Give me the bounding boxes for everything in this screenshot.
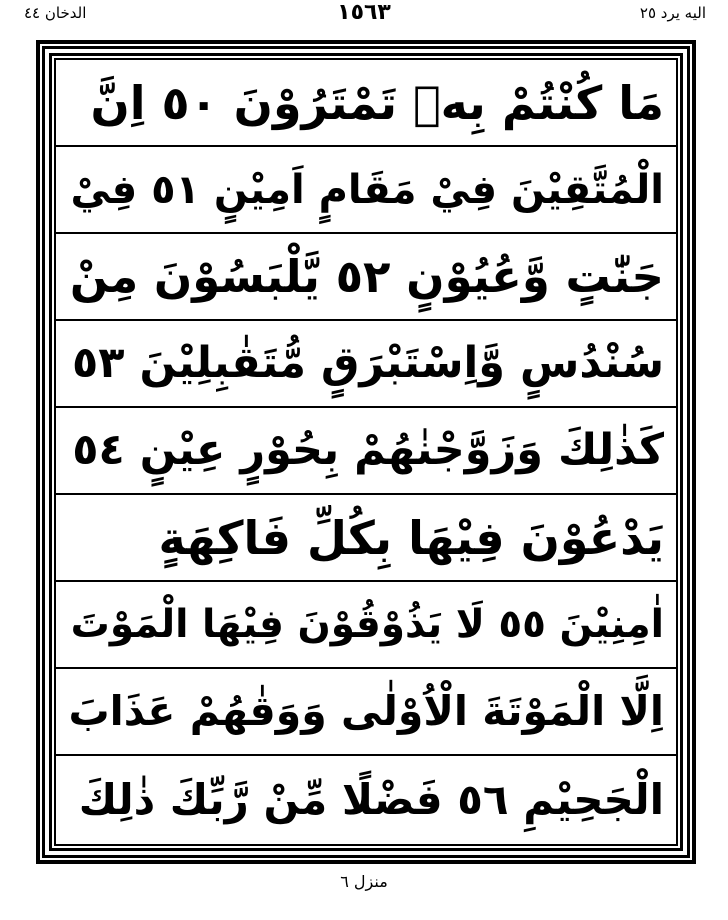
verse-line-text: سُنْدُسٍ وَّاِسْتَبْرَقٍ مُّتَقٰبِلِيْنَ ٥٣ (72, 338, 664, 388)
verse-line-text: الْجَحِيْمِ ٥٦ فَضْلًا مِّنْ رَّبِّكَ ذٰلِكَ (78, 774, 664, 824)
juz-name-header: اليه يرد ٢٥ (639, 4, 706, 22)
surah-name-header: الدخان ٤٤ (24, 4, 87, 22)
verse-line-4 (56, 321, 676, 408)
verse-line-1 (56, 60, 676, 147)
verse-lines (56, 60, 676, 844)
verse-line-text: اِلَّا الْمَوْتَةَ الْاُوْلٰى وَوَقٰهُمْ عَذَابَ (68, 687, 664, 735)
verse-line-9 (56, 756, 676, 843)
verse-line-text: كَذٰلِكَ وَزَوَّجْنٰهُمْ بِحُوْرٍ عِيْنٍ ٥٤ (72, 425, 664, 475)
verse-line-text: الْمُتَّقِيْنَ فِيْ مَقَامٍ اَمِيْنٍ ٥١ فِيْ (70, 166, 664, 213)
verse-line-8 (56, 669, 676, 756)
verse-line-text: يَدْعُوْنَ فِيْهَا بِكُلِّ فَاكِهَةٍ (158, 510, 664, 565)
page-number: ١٥٦٣ (337, 0, 391, 25)
manzil-footer: منزل ٦ (340, 872, 388, 891)
verse-line-6 (56, 495, 676, 582)
verse-line-7 (56, 582, 676, 669)
verse-line-3 (56, 234, 676, 321)
verse-line-5 (56, 408, 676, 495)
verse-line-2 (56, 147, 676, 234)
verse-line-text: اٰمِنِيْنَ ٥٥ لَا يَذُوْقُوْنَ فِيْهَا الْمَوْتَ (70, 602, 664, 647)
verse-line-text: مَا كُنْتُمْ بِهٖ تَمْتَرُوْنَ ٥٠ اِنَّ (90, 75, 664, 130)
page-header (0, 0, 728, 36)
verse-line-text: جَنّٰتٍ وَّعُيُوْنٍ ٥٢ يَّلْبَسُوْنَ مِنْ (69, 250, 664, 303)
